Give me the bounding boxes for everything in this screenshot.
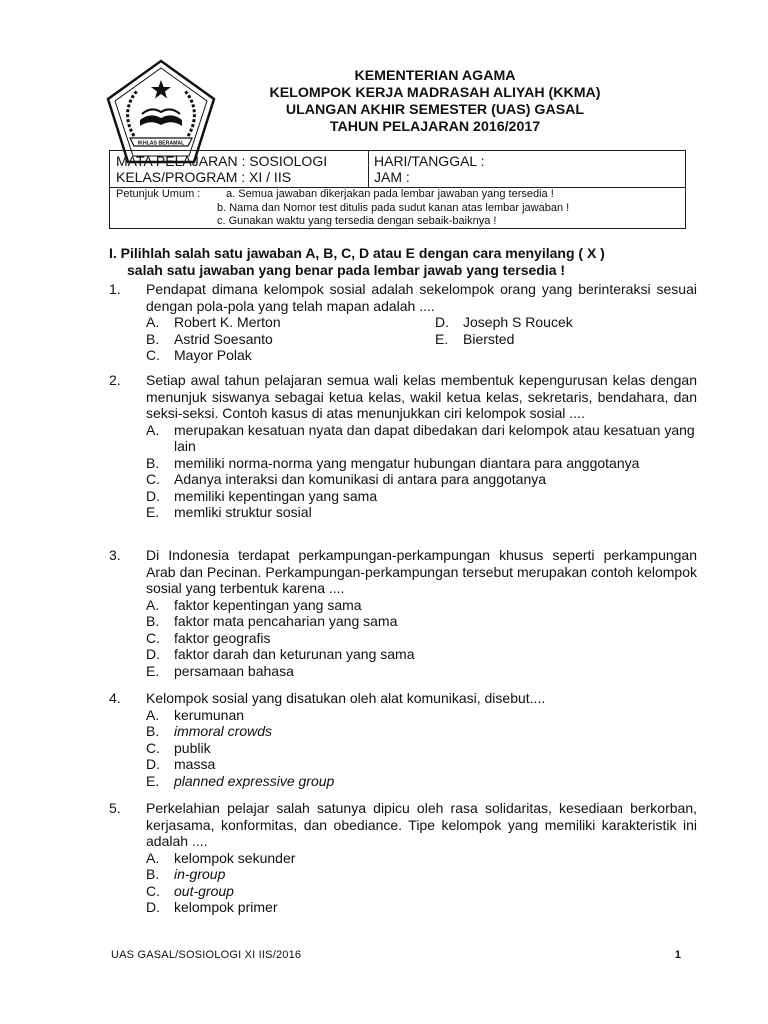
option-c: C. out-group (146, 882, 234, 899)
option-grid (146, 314, 697, 364)
instruction-c: c. Gunakan waktu yang tersedia dengan sebaik-baiknya ! (217, 215, 497, 227)
option-c: C. faktor geografis (146, 629, 271, 646)
option-b: B. Astrid Soesanto (146, 330, 273, 347)
question-number: 1. (109, 281, 121, 297)
option-e: E. persamaan bahasa (146, 662, 294, 679)
logo-ribbon-text: IKHLAS BERAMAL (137, 140, 185, 147)
header-exam: ULANGAN AKHIR SEMESTER (UAS) GASAL (285, 102, 585, 118)
question-number: 3. (109, 547, 121, 563)
question-3 (109, 547, 697, 679)
header-group: KELOMPOK KERJA MADRASAH ALIYAH (KKMA) (269, 85, 601, 101)
info-divider (368, 151, 369, 187)
option-a: A. kelompok sekunder (146, 849, 296, 866)
question-number: 5. (109, 800, 121, 816)
instructions-label: Petunjuk Umum : (116, 188, 201, 200)
instruction-a: a. Semua jawaban dikerjakan pada lembar jawaban yang tersedia ! (226, 188, 554, 200)
option-c: C. Mayor Polak (146, 347, 252, 363)
option-a: A. Robert K. Merton (146, 314, 281, 330)
subject-field: MATA PELAJARAN : SOSIOLOGI (116, 153, 328, 169)
class-field: KELAS/PROGRAM : XI / IIS (116, 169, 292, 185)
option-d: D. faktor darah dan keturunan yang sama (146, 646, 415, 662)
section-line-1: I. Pilihlah salah satu jawaban A, B, C, D atau E dengan cara menyilang ( X ) (109, 245, 605, 261)
question-number: 4. (109, 690, 121, 706)
option-b: B. in-group (146, 866, 226, 882)
header-year: TAHUN PELAJARAN 2016/2017 (329, 119, 541, 135)
option-c: C. publik (146, 739, 211, 756)
question-text: Setiap awal tahun pelajaran semua wali kelas membentuk kepengurusan kelas dengan menunjuk siswanya sebagai ketua kelas, wakil ketua kelas, sekretaris, bendahara, dan seksi-seksi. Contoh kasus di atas menunjukkan ciri kelompok sosial .... (146, 372, 697, 421)
question-1 (109, 281, 697, 364)
option-e: E. Biersted (435, 330, 515, 347)
question-text: Perkelahian pelajar salah satunya dipicu oleh rasa solidaritas, kesediaan berkorban, kerjasama, konformitas, dan obediance. Tipe kelompok yang memiliki karakteristik ini adalah .... (146, 800, 697, 849)
option-d: D. memiliki kepentingan yang sama (146, 487, 378, 504)
option-d: D. kelompok primer (146, 899, 278, 915)
question-text: Di Indonesia terdapat perkampungan-perkampungan khusus seperti perkampungan Arab dan Pecinan. Perkampungan-perkampungan tersebut merupakan contoh kelompok sosial yang terbentuk karena .... (146, 547, 697, 596)
time-field: JAM : (374, 169, 410, 185)
option-a: A. kerumunan (146, 706, 245, 723)
question-text: Kelompok sosial yang disatukan oleh alat komunikasi, disebut.... (146, 690, 546, 706)
option-e: E. planned expressive group (146, 772, 335, 789)
page-number: 1 (674, 949, 681, 961)
exam-info-box (109, 150, 686, 229)
option-e: E. memliki struktur sosial (146, 504, 312, 520)
option-b: B. faktor mata pencaharian yang sama (146, 613, 398, 629)
footer-label: UAS GASAL/SOSIOLOGI XI IIS/2016 (111, 949, 302, 961)
option-d: D. massa (146, 756, 216, 772)
option-c: C. Adanya interaksi dan komunikasi di antara para anggotanya (146, 471, 547, 487)
option-b: B. immoral crowds (146, 723, 273, 739)
option-b: B. memiliki norma-norma yang mengatur hubungan diantara para anggotanya (146, 454, 640, 471)
option-a: A. merupakan kesatuan nyata dan dapat dibedakan dari kelompok atau kesatuan yang lain (146, 421, 695, 454)
question-4 (109, 690, 697, 789)
question-2 (109, 372, 697, 521)
section-line-2: salah satu jawaban yang benar pada lembar jawab yang tersedia ! (127, 262, 566, 278)
date-field: HARI/TANGGAL : (374, 153, 485, 169)
question-5 (109, 800, 697, 916)
section-instructions (109, 245, 709, 279)
option-a: A. faktor kepentingan yang sama (146, 596, 362, 613)
header-ministry: KEMENTERIAN AGAMA (354, 68, 516, 84)
question-number: 2. (109, 372, 121, 388)
document-header (230, 68, 640, 136)
option-d: D. Joseph S Roucek (435, 314, 573, 330)
instruction-b: b. Nama dan Nomor test ditulis pada sudut kanan atas lembar jawaban ! (217, 202, 570, 214)
question-text: Pendapat dimana kelompok sosial adalah sekelompok orang yang berinteraksi sesuai dengan pola-pola yang telah mapan adalah .... (146, 281, 697, 314)
